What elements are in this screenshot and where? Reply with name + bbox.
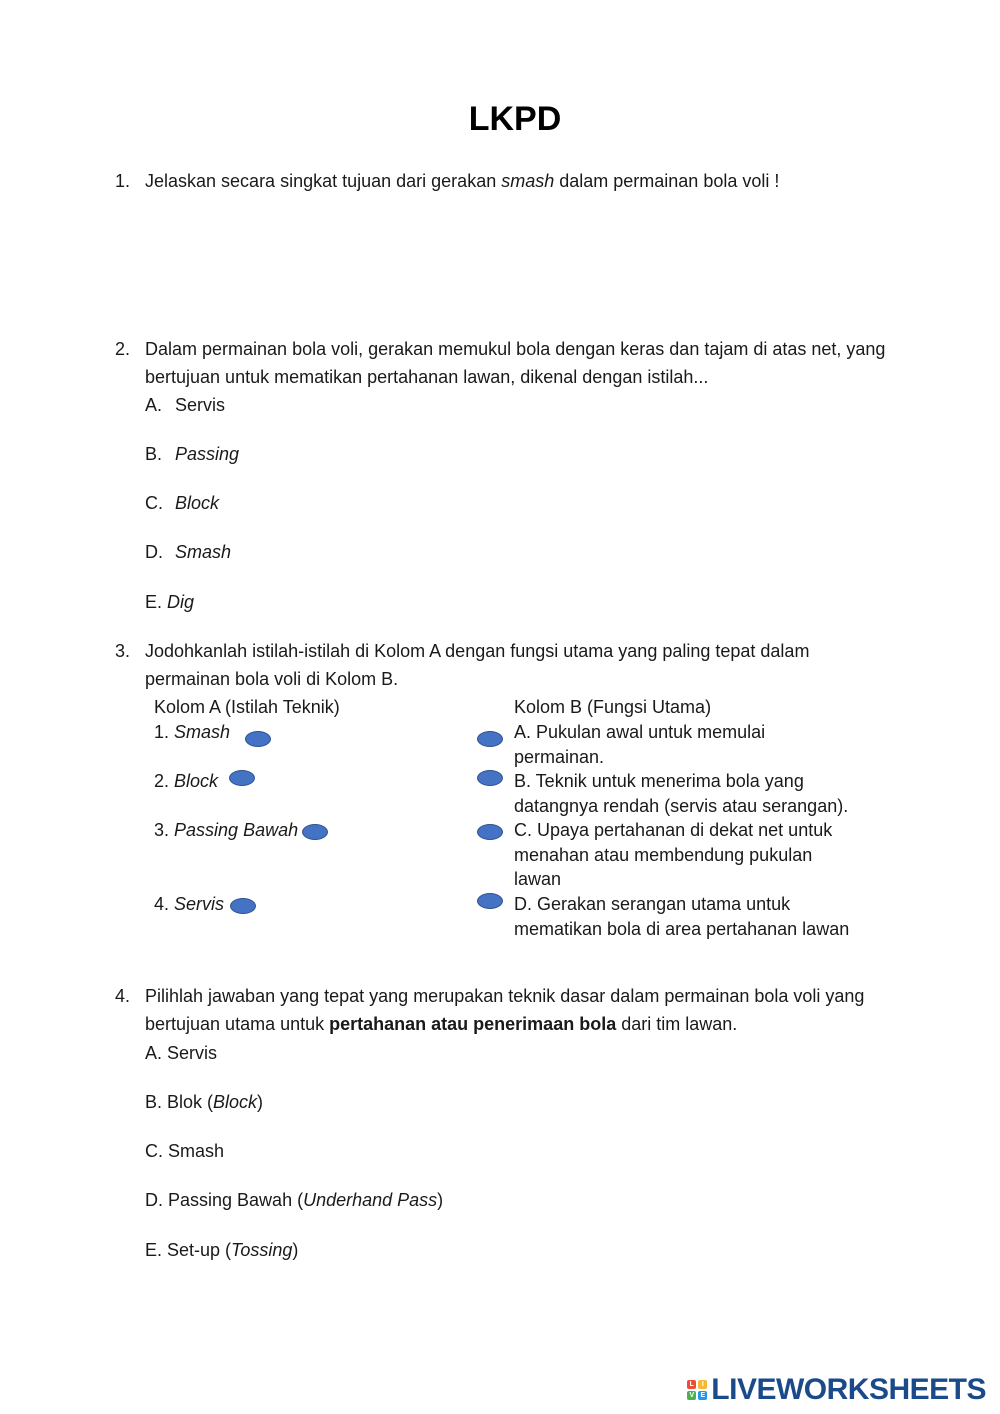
- q3-col-a-header: Kolom A (Istilah Teknik): [154, 697, 340, 717]
- q4-option-e-em: Tossing: [231, 1240, 293, 1260]
- q4-option-b-post: ): [257, 1092, 264, 1112]
- q3-col-b-item-a-line2: permainan.: [514, 747, 605, 767]
- q1-number: 1.: [115, 171, 131, 191]
- q2-option-e-letter: E.: [145, 592, 163, 612]
- q3-match-dot-b2[interactable]: [477, 770, 503, 786]
- q2-option-a-letter: A.: [145, 395, 163, 415]
- logo-icon-e: E: [698, 1391, 707, 1400]
- q4-text-line2-bold: pertahanan atau penerimaan bola: [329, 1014, 617, 1034]
- q2-option-e[interactable]: [145, 588, 194, 616]
- q1-text-post: dalam permainan bola voli !: [554, 171, 780, 191]
- q3-col-a-item-3: [154, 818, 298, 843]
- q4-option-a[interactable]: A. Servis: [145, 1043, 218, 1063]
- q3-text-line2: permainan bola voli di Kolom B.: [145, 669, 399, 689]
- q4-option-e-post: ): [292, 1240, 299, 1260]
- q4-option-d-pre: D. Passing Bawah (: [145, 1190, 304, 1210]
- q4-option-b-pre: B. Blok (: [145, 1092, 214, 1112]
- q2-text-line1: Dalam permainan bola voli, gerakan memukul bola dengan keras dan tajam di atas net, yang: [145, 339, 886, 359]
- q3-col-a-item-1: [154, 720, 230, 745]
- q3-col-a-item-4-term: Servis: [174, 894, 225, 914]
- q4-option-e-pre: E. Set-up (: [145, 1240, 232, 1260]
- q1-text: [145, 167, 779, 195]
- logo-icon-v: V: [687, 1391, 696, 1400]
- q4-text-line1: Pilihlah jawaban yang tepat yang merupakan teknik dasar dalam permainan bola voli yang: [145, 986, 865, 1006]
- q2-number: 2.: [115, 339, 131, 359]
- q2-option-d-text: Smash: [175, 542, 232, 562]
- q4-option-d-em: Underhand Pass: [303, 1190, 438, 1210]
- q4-option-d-post: ): [437, 1190, 444, 1210]
- q2-option-b-letter: B.: [145, 444, 163, 464]
- liveworksheets-logo-icon: [687, 1380, 707, 1400]
- liveworksheets-logo: [687, 1372, 986, 1408]
- q3-col-a-item-3-num: 3.: [154, 820, 170, 840]
- q3-col-b-item-c-line1: C. Upaya pertahanan di dekat net untuk: [514, 820, 833, 840]
- q4-text-line2: [145, 1010, 737, 1038]
- q3-col-a-item-2: [154, 769, 218, 794]
- q3-col-b-item-a-line1: A. Pukulan awal untuk memulai: [514, 722, 766, 742]
- q3-col-b-header: Kolom B (Fungsi Utama): [514, 697, 712, 717]
- q3-match-dot-a4[interactable]: [230, 898, 256, 914]
- q2-option-c-text: Block: [175, 493, 220, 513]
- q3-col-b-item-c-line3: lawan: [514, 869, 562, 889]
- q1-text-em: smash: [501, 171, 555, 191]
- q3-text-line1: Jodohkanlah istilah-istilah di Kolom A dengan fungsi utama yang paling tepat dalam: [145, 641, 810, 661]
- q2-option-e-text: Dig: [167, 592, 195, 612]
- q3-col-b-item-d-line2: mematikan bola di area pertahanan lawan: [514, 919, 850, 939]
- q1-text-pre: Jelaskan secara singkat tujuan dari gerakan: [145, 171, 502, 191]
- q1-answer-area[interactable]: [145, 200, 905, 320]
- q2-option-b[interactable]: [145, 440, 239, 468]
- q3-col-b-item-c-line2: menahan atau membendung pukulan: [514, 845, 813, 865]
- q3-col-b-item-d-line1: D. Gerakan serangan utama untuk: [514, 894, 791, 914]
- liveworksheets-logo-text: LIVEWORKSHEETS: [711, 1373, 986, 1406]
- q3-match-dot-b1[interactable]: [477, 731, 503, 747]
- q4-option-d[interactable]: [145, 1186, 443, 1214]
- q4-option-e[interactable]: [145, 1236, 298, 1264]
- q2-option-d-letter: D.: [145, 542, 163, 562]
- q3-col-a-item-1-term: Smash: [174, 722, 231, 742]
- logo-icon-i: I: [698, 1380, 707, 1389]
- q2-option-b-text: Passing: [175, 444, 240, 464]
- page-title: LKPD: [468, 100, 562, 138]
- q4-option-c[interactable]: C. Smash: [145, 1141, 225, 1161]
- q3-col-a-item-1-num: 1.: [154, 722, 170, 742]
- q3-number: 3.: [115, 641, 131, 661]
- q4-text-line2-pre: bertujuan utama untuk: [145, 1014, 330, 1034]
- q3-match-dot-a2[interactable]: [229, 770, 255, 786]
- q3-col-b-item-b-line1: B. Teknik untuk menerima bola yang: [514, 771, 804, 791]
- q3-match-dot-b3[interactable]: [477, 824, 503, 840]
- logo-icon-l: L: [687, 1380, 696, 1389]
- q3-match-dot-a1[interactable]: [245, 731, 271, 747]
- q3-col-a-item-2-num: 2.: [154, 771, 170, 791]
- q2-option-a[interactable]: [145, 391, 225, 419]
- q2-text-line2: bertujuan untuk mematikan pertahanan lawan, dikenal dengan istilah...: [145, 367, 709, 387]
- q3-col-a-item-4: [154, 892, 224, 917]
- q3-col-a-item-4-num: 4.: [154, 894, 170, 914]
- q2-option-c-letter: C.: [145, 493, 163, 513]
- q4-option-b[interactable]: [145, 1088, 263, 1116]
- q4-option-b-em: Block: [213, 1092, 258, 1112]
- q2-option-d[interactable]: [145, 538, 231, 566]
- q3-match-dot-b4[interactable]: [477, 893, 503, 909]
- q3-match-dot-a3[interactable]: [302, 824, 328, 840]
- q2-option-a-text: Servis: [175, 395, 226, 415]
- q4-text-line2-post: dari tim lawan.: [616, 1014, 738, 1034]
- q3-col-a-item-3-term: Passing Bawah: [174, 820, 299, 840]
- q2-option-c[interactable]: [145, 489, 219, 517]
- q4-number: 4.: [115, 986, 131, 1006]
- q3-col-a-item-2-term: Block: [174, 771, 219, 791]
- q3-col-b-item-b-line2: datangnya rendah (servis atau serangan).: [514, 796, 849, 816]
